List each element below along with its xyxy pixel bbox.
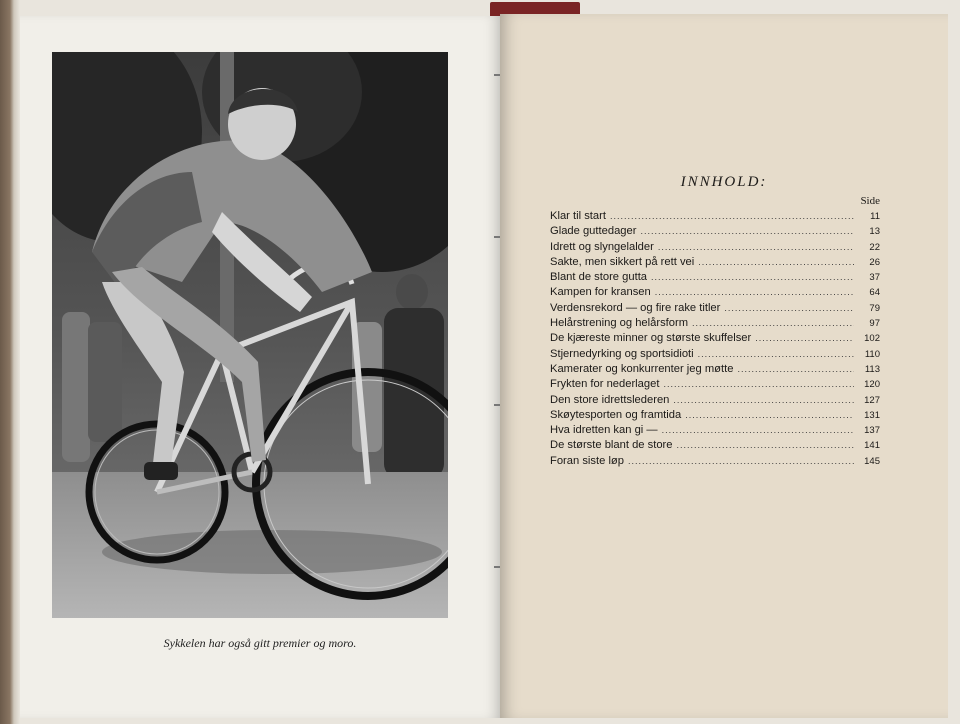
toc-leader-dots (655, 285, 854, 300)
toc-entry-title: Hva idretten kan gi — (550, 424, 658, 437)
toc-leader-dots (698, 255, 854, 270)
table-of-contents (550, 174, 880, 469)
toc-entry-title: Foran siste løp (550, 454, 624, 467)
toc-entry-page: 137 (864, 425, 880, 437)
toc-entry-page: 37 (869, 272, 880, 284)
toc-entry (550, 347, 880, 362)
toc-entry-page: 102 (864, 333, 880, 345)
toc-leader-dots (610, 209, 854, 224)
toc-leader-dots (651, 270, 854, 285)
toc-entry (550, 285, 880, 300)
toc-leader-dots (673, 393, 854, 408)
toc-entry-title: Frykten for nederlaget (550, 378, 660, 391)
toc-entry-title: De kjæreste minner og største skuffelser (550, 332, 752, 345)
toc-entry (550, 393, 880, 408)
toc-entry-title: De største blant de store (550, 439, 673, 452)
toc-entry (550, 316, 880, 331)
photo-caption: Sykkelen har også gitt premier og moro. (163, 636, 357, 650)
toc-entry-page: 11 (870, 211, 880, 222)
toc-entry-page: 145 (864, 455, 880, 467)
toc-leader-dots (692, 316, 854, 331)
toc-entry (550, 301, 880, 316)
toc-entry (550, 423, 880, 438)
toc-entry (550, 270, 880, 285)
toc-entry (550, 377, 880, 392)
toc-entry-title: Sakte, men sikkert på rett vei (550, 255, 695, 268)
toc-heading: INNHOLD: (680, 174, 768, 190)
toc-leader-dots (628, 454, 854, 469)
toc-leader-dots (724, 301, 854, 316)
toc-leader-dots (640, 224, 854, 239)
toc-entry-title: Den store idrettslederen (550, 393, 670, 406)
cyclist-photo (52, 52, 448, 618)
cyclist-photo-illustration (52, 52, 448, 618)
toc-entry-title: Idrett og slyngelalder (550, 240, 654, 253)
toc-entry-title: Blant de store gutta (550, 271, 648, 284)
toc-entry-title: Skøytesporten og framtida (550, 408, 682, 421)
toc-entry (550, 438, 880, 453)
toc-entry (550, 454, 880, 469)
toc-entry (550, 362, 880, 377)
toc-entry-page: 141 (864, 440, 880, 452)
toc-entry (550, 331, 880, 346)
toc-leader-dots (685, 408, 854, 423)
toc-entry (550, 408, 880, 423)
toc-entry-page: 26 (869, 256, 880, 268)
toc-entry-page: 120 (864, 379, 880, 391)
toc-entry-title: Kampen for kransen (550, 286, 651, 299)
toc-entry-title: Klar til start (550, 210, 606, 222)
toc-entry-page: 97 (869, 318, 880, 330)
toc-entry-page: 13 (869, 226, 880, 238)
toc-entry-title: Helårstrening og helårsform (550, 317, 689, 330)
toc-entry-page: 127 (864, 394, 880, 406)
toc-leader-dots (755, 331, 854, 346)
toc-entry-title: Kamerater og konkurrenter jeg møtte (550, 362, 734, 375)
toc-entry-title: Glade guttedager (550, 225, 637, 238)
toc-entry-page: 79 (869, 302, 880, 314)
toc-leader-dots (658, 240, 854, 255)
toc-leader-dots (677, 438, 855, 453)
toc-leader-dots (698, 347, 854, 362)
toc-entry-page: 113 (864, 363, 880, 375)
toc-page-column-label: Side (860, 195, 880, 207)
toc-entry-page: 22 (869, 241, 880, 253)
toc-entry-title: Stjernedyrking og sportsidioti (550, 347, 694, 360)
toc-leader-dots (737, 362, 854, 377)
toc-entry-page: 131 (864, 409, 880, 421)
toc-entry-page: 110 (864, 348, 880, 360)
toc-entry (550, 255, 880, 270)
toc-entry (550, 224, 880, 239)
toc-leader-dots (663, 377, 854, 392)
toc-entry-title: Verdensrekord — og fire rake titler (550, 301, 721, 314)
toc-entry (550, 240, 880, 255)
toc-entry-page: 64 (869, 287, 880, 299)
toc-leader-dots (662, 423, 854, 438)
toc-entry (550, 209, 880, 224)
